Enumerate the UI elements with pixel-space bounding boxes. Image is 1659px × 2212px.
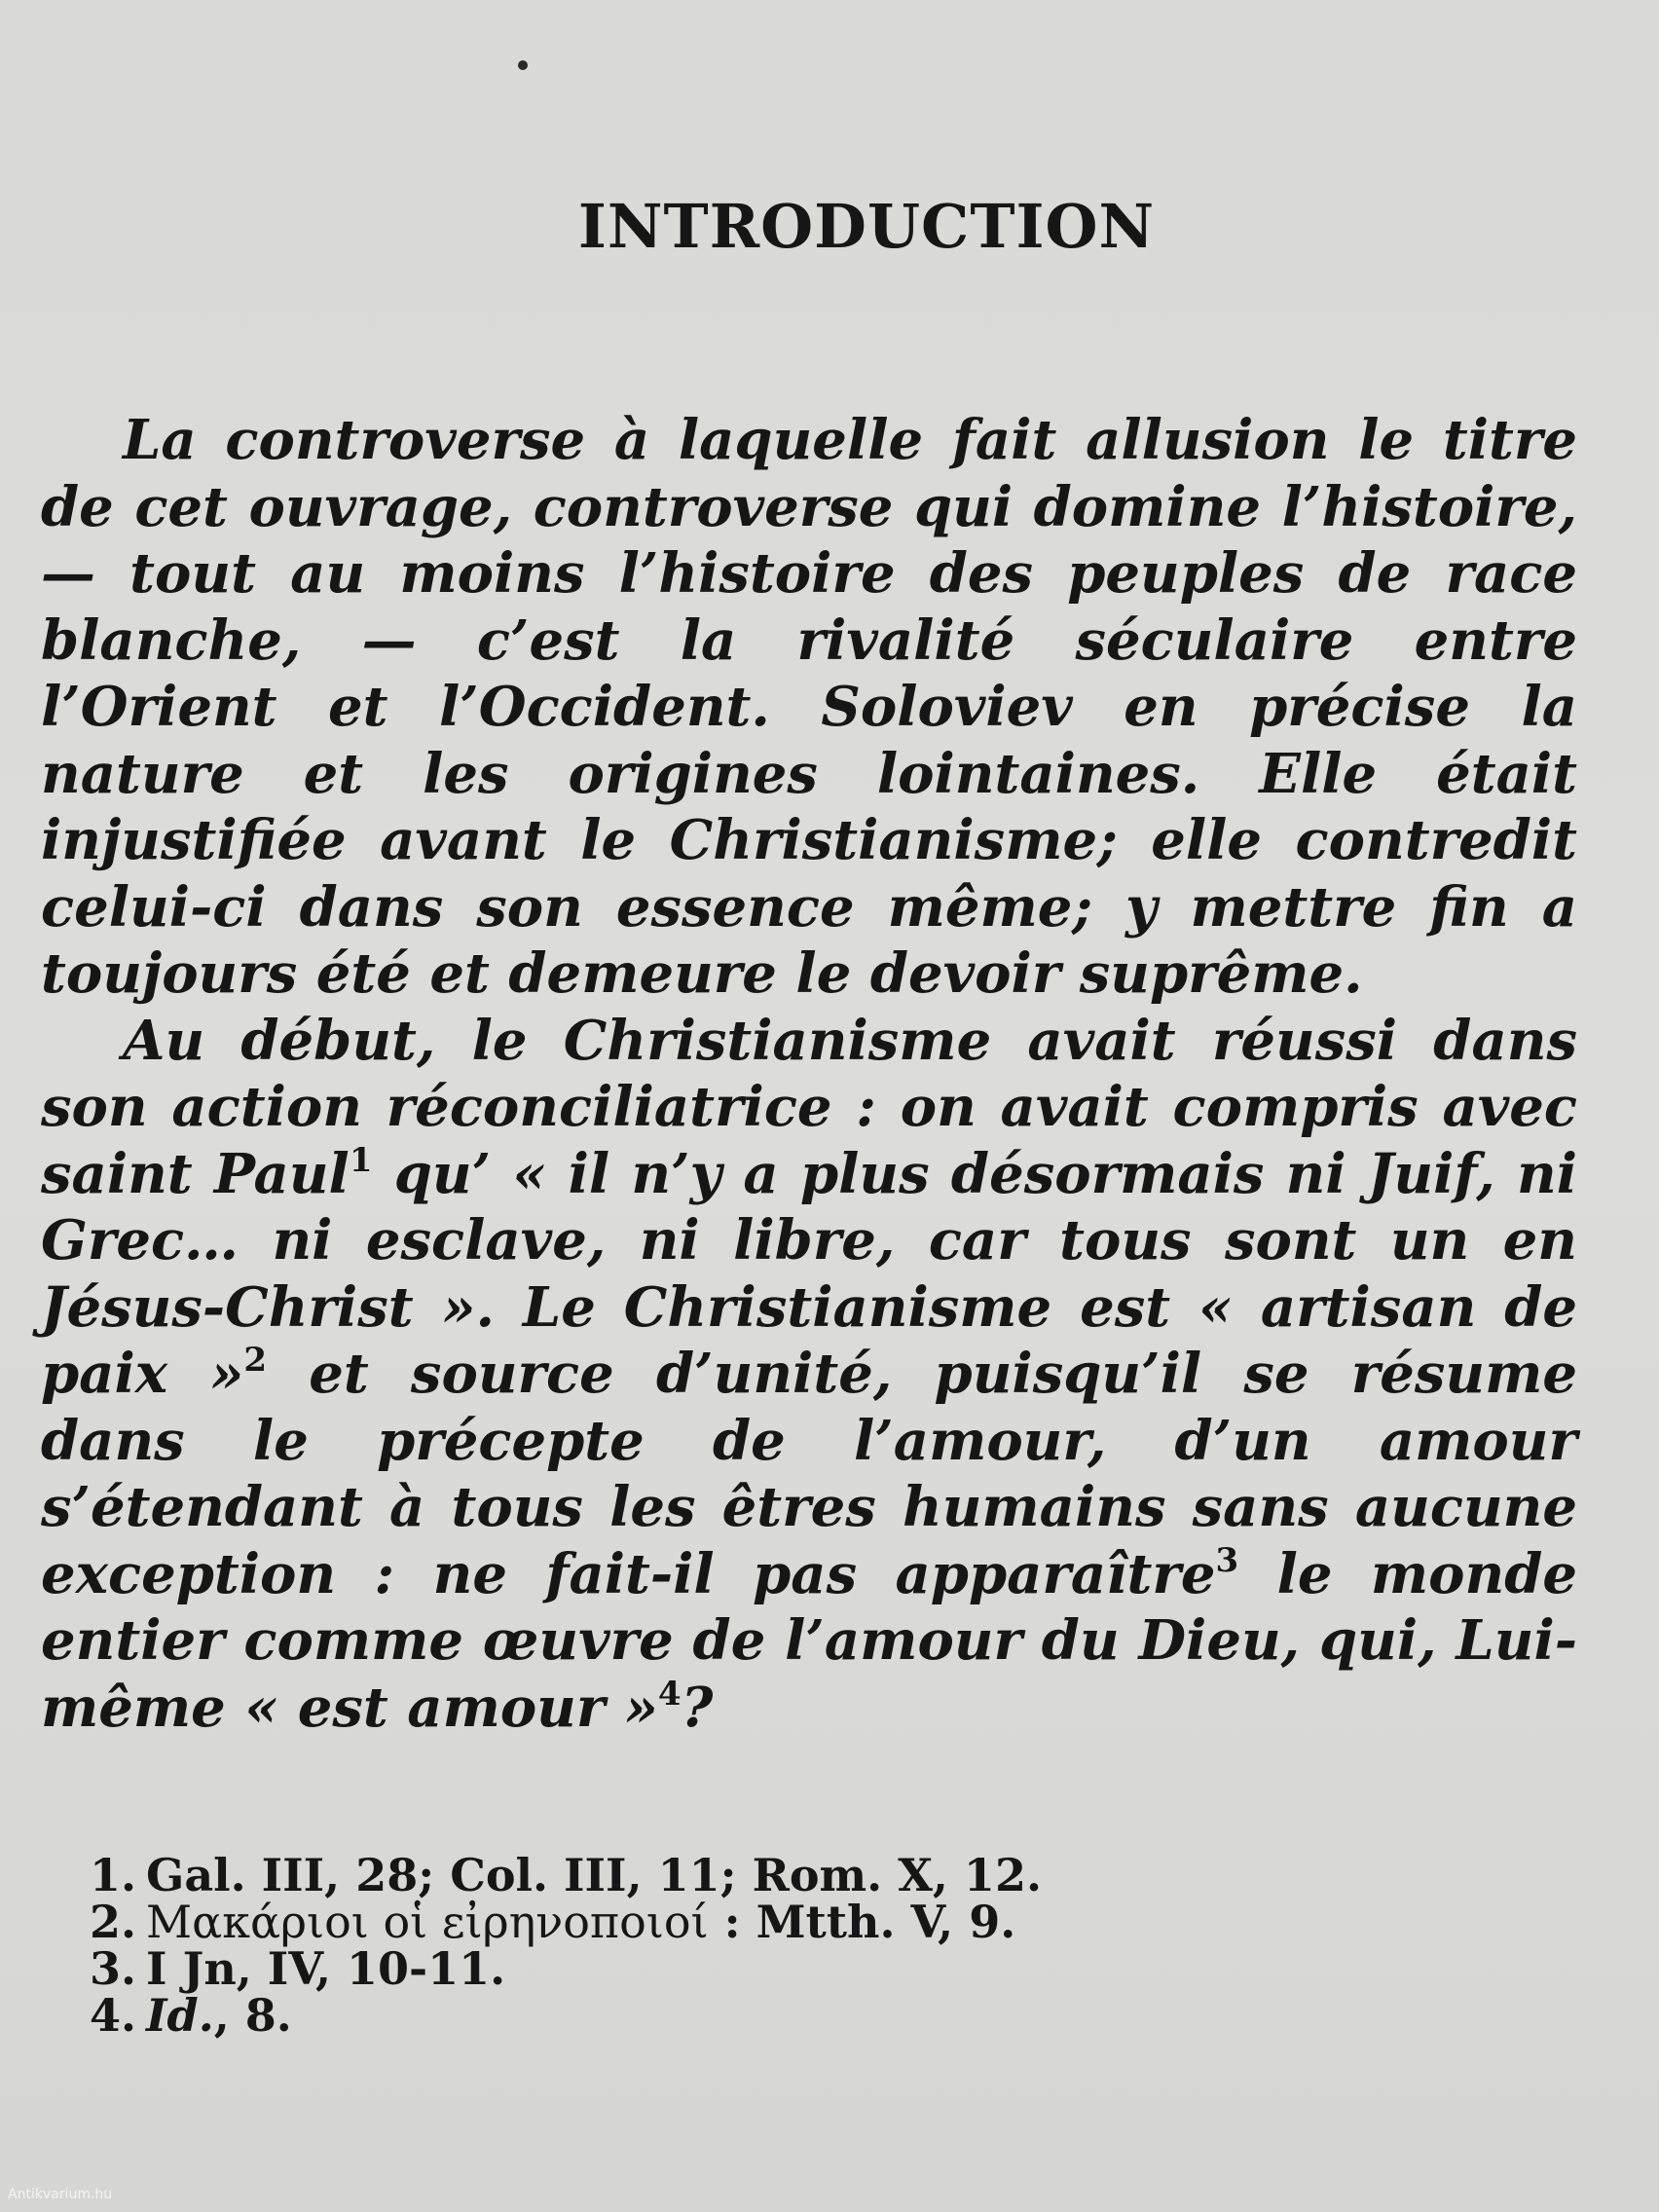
watermark: Antikvarium.hu <box>8 2187 113 2202</box>
footnote-number: 4. <box>90 1989 137 2042</box>
footnote-ref-2: 2 <box>243 1341 267 1380</box>
footnote-4 <box>90 1989 1042 2042</box>
body-text <box>41 407 1577 1741</box>
footnote-text: , 8. <box>213 1989 292 2042</box>
paragraph-2-text-e: ? <box>681 1675 714 1740</box>
footnote-italic-text: Id. <box>146 1989 214 2042</box>
footnote-text: Gal. III, 28; Col. III, 11; Rom. X, 12. <box>146 1849 1042 1901</box>
footnote-greek-text: Μακάριοι οἱ εἰρηνοποιοί <box>146 1896 709 1948</box>
footnote-1 <box>90 1849 1042 1901</box>
footnote-text: I Jn, IV, 10-11. <box>146 1942 506 1995</box>
paragraph-2-text-c: et source d’unité, puisqu’il se résume dans le précepte de l’amour, d’un amour s’étendant à tous les êtres humains sans aucune exception : ne fait-il pas apparaître <box>41 1342 1577 1606</box>
paragraph-2-text-a: Au début, le Christianisme avait réussi dans son action réconciliatrice : on avait compris avec saint Paul <box>41 1008 1577 1206</box>
paragraph-1 <box>41 407 1577 1008</box>
paragraph-2-text-b: qu’ « il n’y a plus désormais ni Juif, ni Grec… ni esclave, ni libre, car tous sont un en Jésus-Christ ». Le Christianisme est « artisan de paix » <box>41 1141 1578 1406</box>
footnote-ref-4: 4 <box>657 1674 682 1714</box>
footnote-3 <box>90 1942 1042 1995</box>
paragraph-2-text-d: le monde entier comme œuvre de l’amour du Dieu, qui, Lui-même « est amour » <box>41 1541 1577 1740</box>
paragraph-1-text: La controverse à laquelle fait allusion le titre de cet ouvrage, controverse qui domine l’histoire, — tout au moins l’histoire des peuples de race blanche, — c’est la rivalité séculaire entre l’Orient et l’Occident. Soloviev en précise la nature et les origines lointaines. Elle était injustifiée avant le Christianisme; elle contredit celui-ci dans son essence même; y mettre fin a toujours été et demeure le devoir suprême. <box>41 408 1577 1006</box>
footnote-ref-3: 3 <box>1215 1540 1239 1580</box>
footnote-number: 1. <box>90 1849 137 1901</box>
paragraph-2 <box>41 1008 1577 1742</box>
ink-speck <box>518 60 528 70</box>
footnote-2 <box>90 1896 1042 1948</box>
footnote-text: : Mtth. V, 9. <box>708 1896 1016 1948</box>
footnote-number: 3. <box>90 1942 137 1995</box>
footnote-ref-1: 1 <box>349 1140 373 1180</box>
footnote-number: 2. <box>90 1896 137 1948</box>
page-title: INTRODUCTION <box>577 191 1156 262</box>
footnotes <box>90 1849 1042 2042</box>
